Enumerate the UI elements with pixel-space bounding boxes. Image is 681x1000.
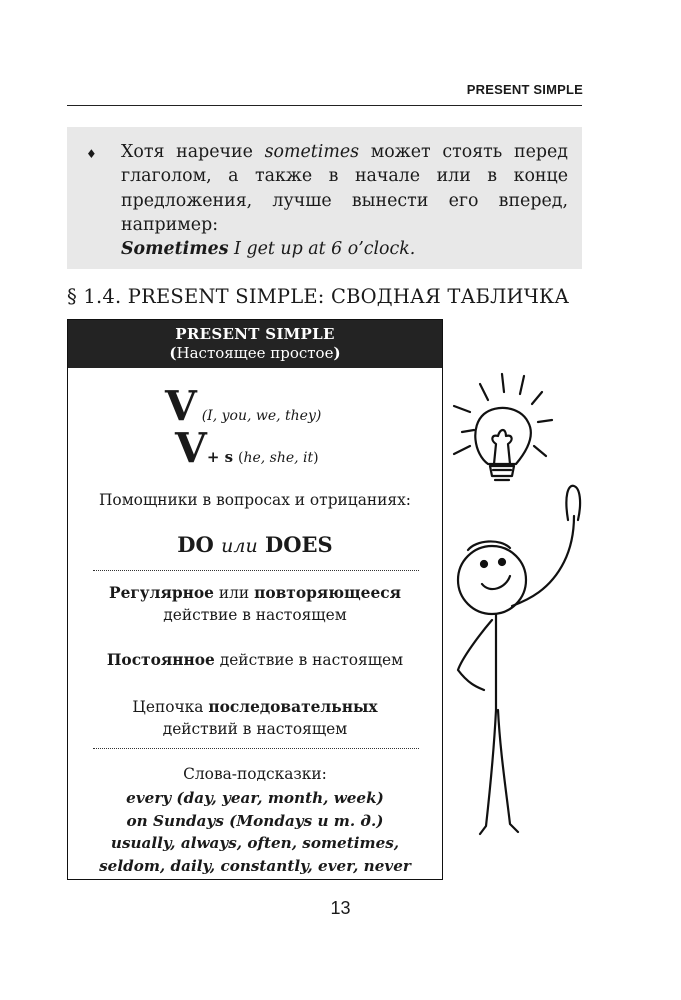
usage-regular: Регулярное или повторяющееся действие в настоящем [109, 584, 401, 624]
table-subtitle: (Настоящее простое) [169, 344, 341, 362]
verb-symbol: V [175, 424, 207, 472]
note-example-bold: Sometimes [121, 239, 229, 260]
note-example-rest: I get up at 6 o’clock. [228, 239, 416, 260]
helpers-label: Помощники в вопросах и отрицаниях: [99, 491, 411, 509]
page-number: 13 [330, 898, 351, 918]
verb-symbol: V [165, 382, 197, 430]
note-box [67, 127, 582, 269]
running-header: PRESENT SIMPLE [466, 82, 583, 97]
hint-line: on Sundays (Mondays и т. д.) [126, 811, 384, 830]
dotted-divider [93, 570, 419, 571]
suffix-s: + s [206, 448, 234, 466]
hints-list [68, 787, 442, 877]
dotted-divider [93, 748, 419, 749]
note-text-part: может стоять перед глаголом, а также в начале или в конце предложения, лучше вынести его вперед, например: [121, 142, 568, 235]
summary-table [67, 319, 443, 880]
lightbulb-stickman-icon [440, 370, 590, 850]
formula-pronouns: (I, you, we, they) [201, 408, 322, 424]
hints-title: Слова-подсказки: [183, 765, 327, 783]
table-header [68, 320, 442, 368]
note-text [121, 140, 568, 261]
table-title: PRESENT SIMPLE [175, 325, 335, 343]
section-title: § 1.4. PRESENT SIMPLE: СВОДНАЯ ТАБЛИЧКА [67, 285, 570, 308]
hint-line: usually, always, often, sometimes, [110, 834, 400, 852]
usage-permanent: Постоянное действие в настоящем [106, 651, 404, 669]
note-text-part: Хотя наречие [121, 142, 265, 162]
hint-line: seldom, daily, constantly, ever, never [99, 856, 411, 875]
diamond-bullet-icon: ♦ [86, 147, 97, 161]
note-example [121, 237, 568, 261]
auxiliaries: DO или DOES [177, 532, 333, 557]
formula-plural [165, 382, 322, 430]
usage-sequence: Цепочка последовательных действий в настоящем [132, 698, 378, 738]
formula-third-person [175, 424, 319, 472]
formula-pronouns: (he, she, it) [237, 450, 319, 466]
hint-line: every (day, year, month, week) [126, 789, 384, 807]
note-italic-word: sometimes [264, 142, 360, 162]
header-rule [67, 105, 582, 106]
